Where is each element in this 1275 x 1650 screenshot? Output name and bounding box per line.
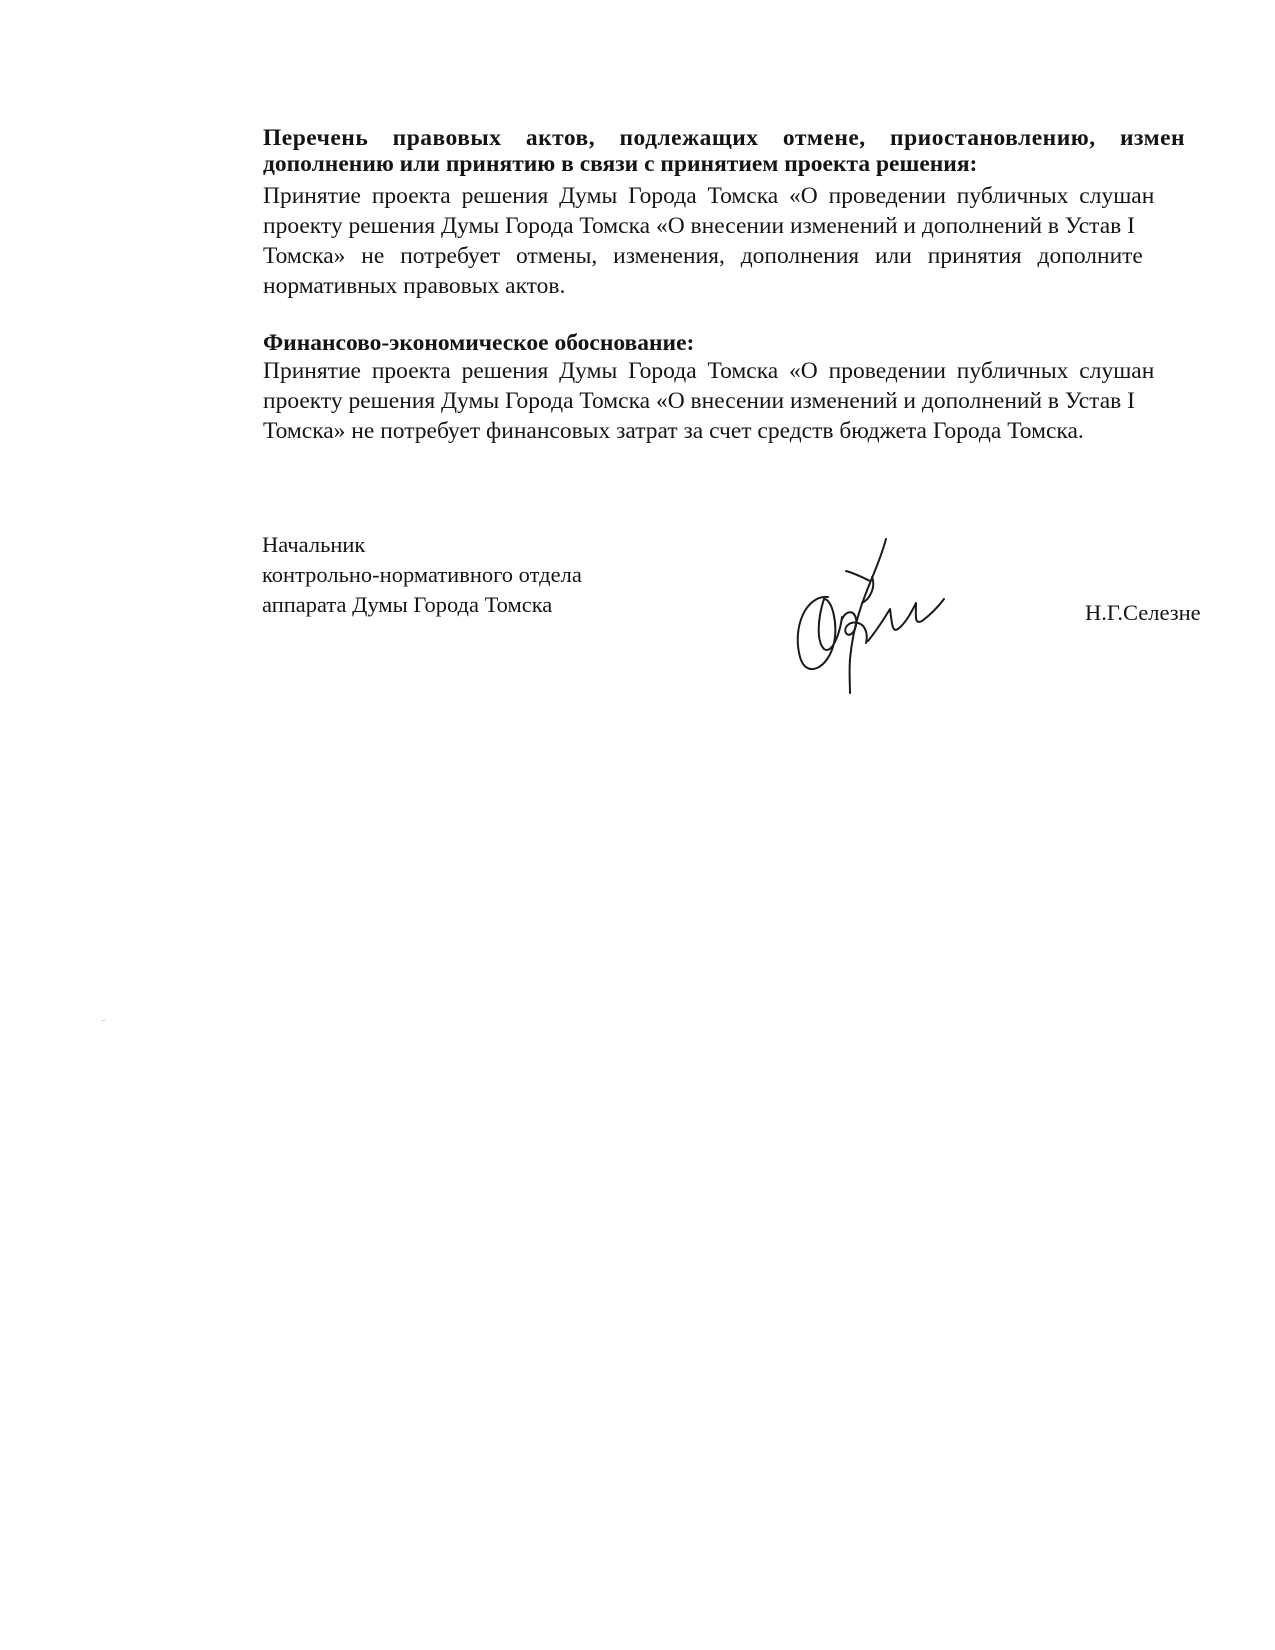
paragraph-legal-acts-line-1: Принятие проекта решения Думы Города Томска «О проведении публичных слушан [263, 183, 1155, 209]
signatory-title-line-3: аппарата Думы Города Томска [262, 592, 553, 617]
signatory-name: Н.Г.Селезне [1085, 600, 1201, 625]
section-heading-legal-acts-line-2: дополнению или принятию в связи с принятием проекта решения: [263, 151, 978, 177]
handwritten-signature [788, 537, 948, 697]
paragraph-finance-line-2: проекту решения Думы Города Томска «О внесении изменений и дополнений в Устав I [263, 388, 1135, 414]
paragraph-legal-acts-line-4: нормативных правовых актов. [263, 273, 566, 299]
signatory-title-line-2: контрольно-нормативного отдела [262, 562, 582, 587]
section-heading-legal-acts-line-1: Перечень правовых актов, подлежащих отмене, приостановлению, измен [263, 125, 1186, 151]
signatory-title-line-1: Начальник [262, 532, 366, 557]
paragraph-finance-line-1: Принятие проекта решения Думы Города Томска «О проведении публичных слушан [263, 358, 1155, 384]
section-heading-finance: Финансово-экономическое обоснование: [263, 330, 695, 356]
scan-speck [102, 1020, 105, 1021]
signatory-title [262, 530, 582, 620]
paragraph-finance-line-3: Томска» не потребует финансовых затрат за счет средств бюджета Города Томска. [263, 418, 1084, 444]
paragraph-legal-acts-line-2: проекту решения Думы Города Томска «О внесении изменений и дополнений в Устав I [263, 213, 1135, 239]
paragraph-legal-acts-line-3: Томска» не потребует отмены, изменения, дополнения или принятия дополните [263, 243, 1143, 269]
